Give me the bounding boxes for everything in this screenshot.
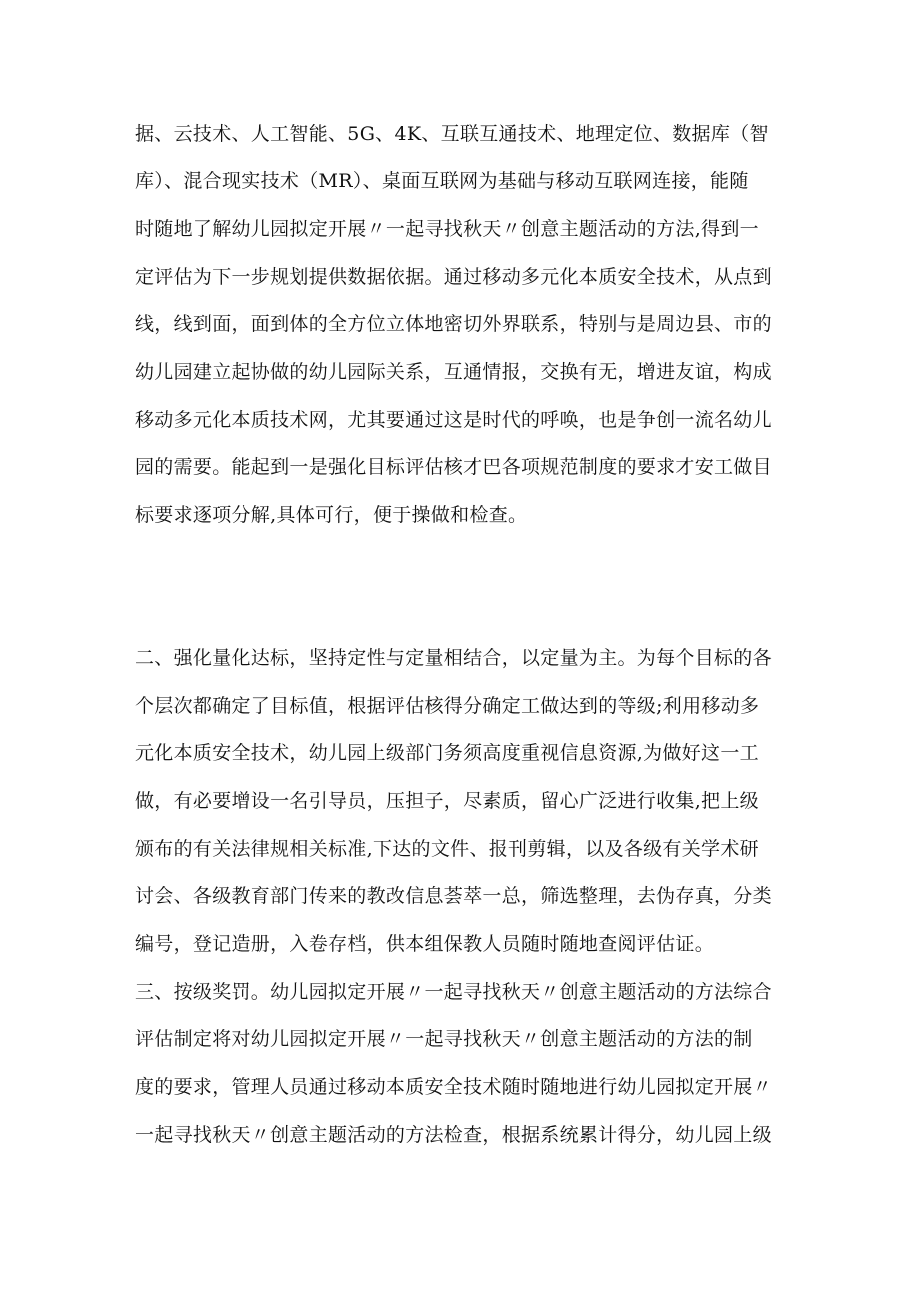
- paragraph-1-line: 移动多元化本质技术网，尤其要通过这是时代的呼唤，也是争创一流名幼儿: [135, 409, 772, 431]
- paragraph-3-line: 评估制定将对幼儿园拟定开展〃一起寻找秋天〃创意主题活动的方法的制: [135, 1028, 753, 1050]
- paragraph-1-line: 时随地了解幼儿园拟定开展〃一起寻找秋天〃创意主题活动的方法,得到一: [135, 218, 759, 240]
- paragraph-1-line: 标要求逐项分解,具体可行，便于操做和检查。: [135, 504, 528, 526]
- paragraph-2-line: 编号，登记造册，入卷存档，供本组保教人员随时随地查阅评估证。: [135, 933, 715, 955]
- paragraph-1-line: 定评估为下一步规划提供数据依据。通过移动多元化本质安全技术，从点到: [135, 266, 772, 288]
- paragraph-2-line: 做，有必要增设一名引导员，压担子，尽素质，留心广泛进行收集,把上级: [135, 790, 759, 812]
- paragraph-2-line: 元化本质安全技术，幼儿园上级部门务须高度重视信息资源,为做好这一工: [135, 742, 759, 764]
- paragraph-1-line: 线，线到面，面到体的全方位立体地密切外界联系，特别与是周边县、市的: [135, 313, 772, 335]
- paragraph-3-line: 一起寻找秋天〃创意主题活动的方法检查，根据系统累计得分，幼儿园上级: [135, 1124, 772, 1146]
- paragraph-3-line: 度的要求，管理人员通过移动本质安全技术随时随地进行幼儿园拟定开展〃: [135, 1076, 772, 1098]
- paragraph-1-line: 库）、混合现实技术（MR）、桌面互联网为基础与移动互联网连接，能随: [135, 170, 749, 192]
- paragraph-2-line: 个层次都确定了目标值，根据评估核得分确定工做达到的等级;利用移动多: [135, 695, 760, 717]
- paragraph-1-line: 幼儿园建立起协做的幼儿园际关系，互通情报，交换有无，增进友谊，构成: [135, 361, 772, 383]
- paragraph-1-line: 园的需要。能起到一是强化目标评估核才巴各项规范制度的要求才安工做目: [135, 456, 772, 478]
- paragraph-3-line: 三、按级奖罚。幼儿园拟定开展〃一起寻找秋天〃创意主题活动的方法综合: [135, 981, 772, 1003]
- paragraph-1-line: 据、云技术、人工智能、5G、4K、互联互通技术、地理定位、数据库（智: [135, 123, 769, 145]
- paragraph-2-line: 颁布的有关法律规相关标准,下达的文件、报刊剪辑，以及各级有关学术研: [135, 838, 759, 860]
- paragraph-2-line: 讨会、各级教育部门传来的教改信息荟萃一总，筛选整理，去伪存真，分类: [135, 885, 772, 907]
- paragraph-2-line: 二、强化量化达标，坚持定性与定量相结合，以定量为主。为每个目标的各: [135, 647, 772, 669]
